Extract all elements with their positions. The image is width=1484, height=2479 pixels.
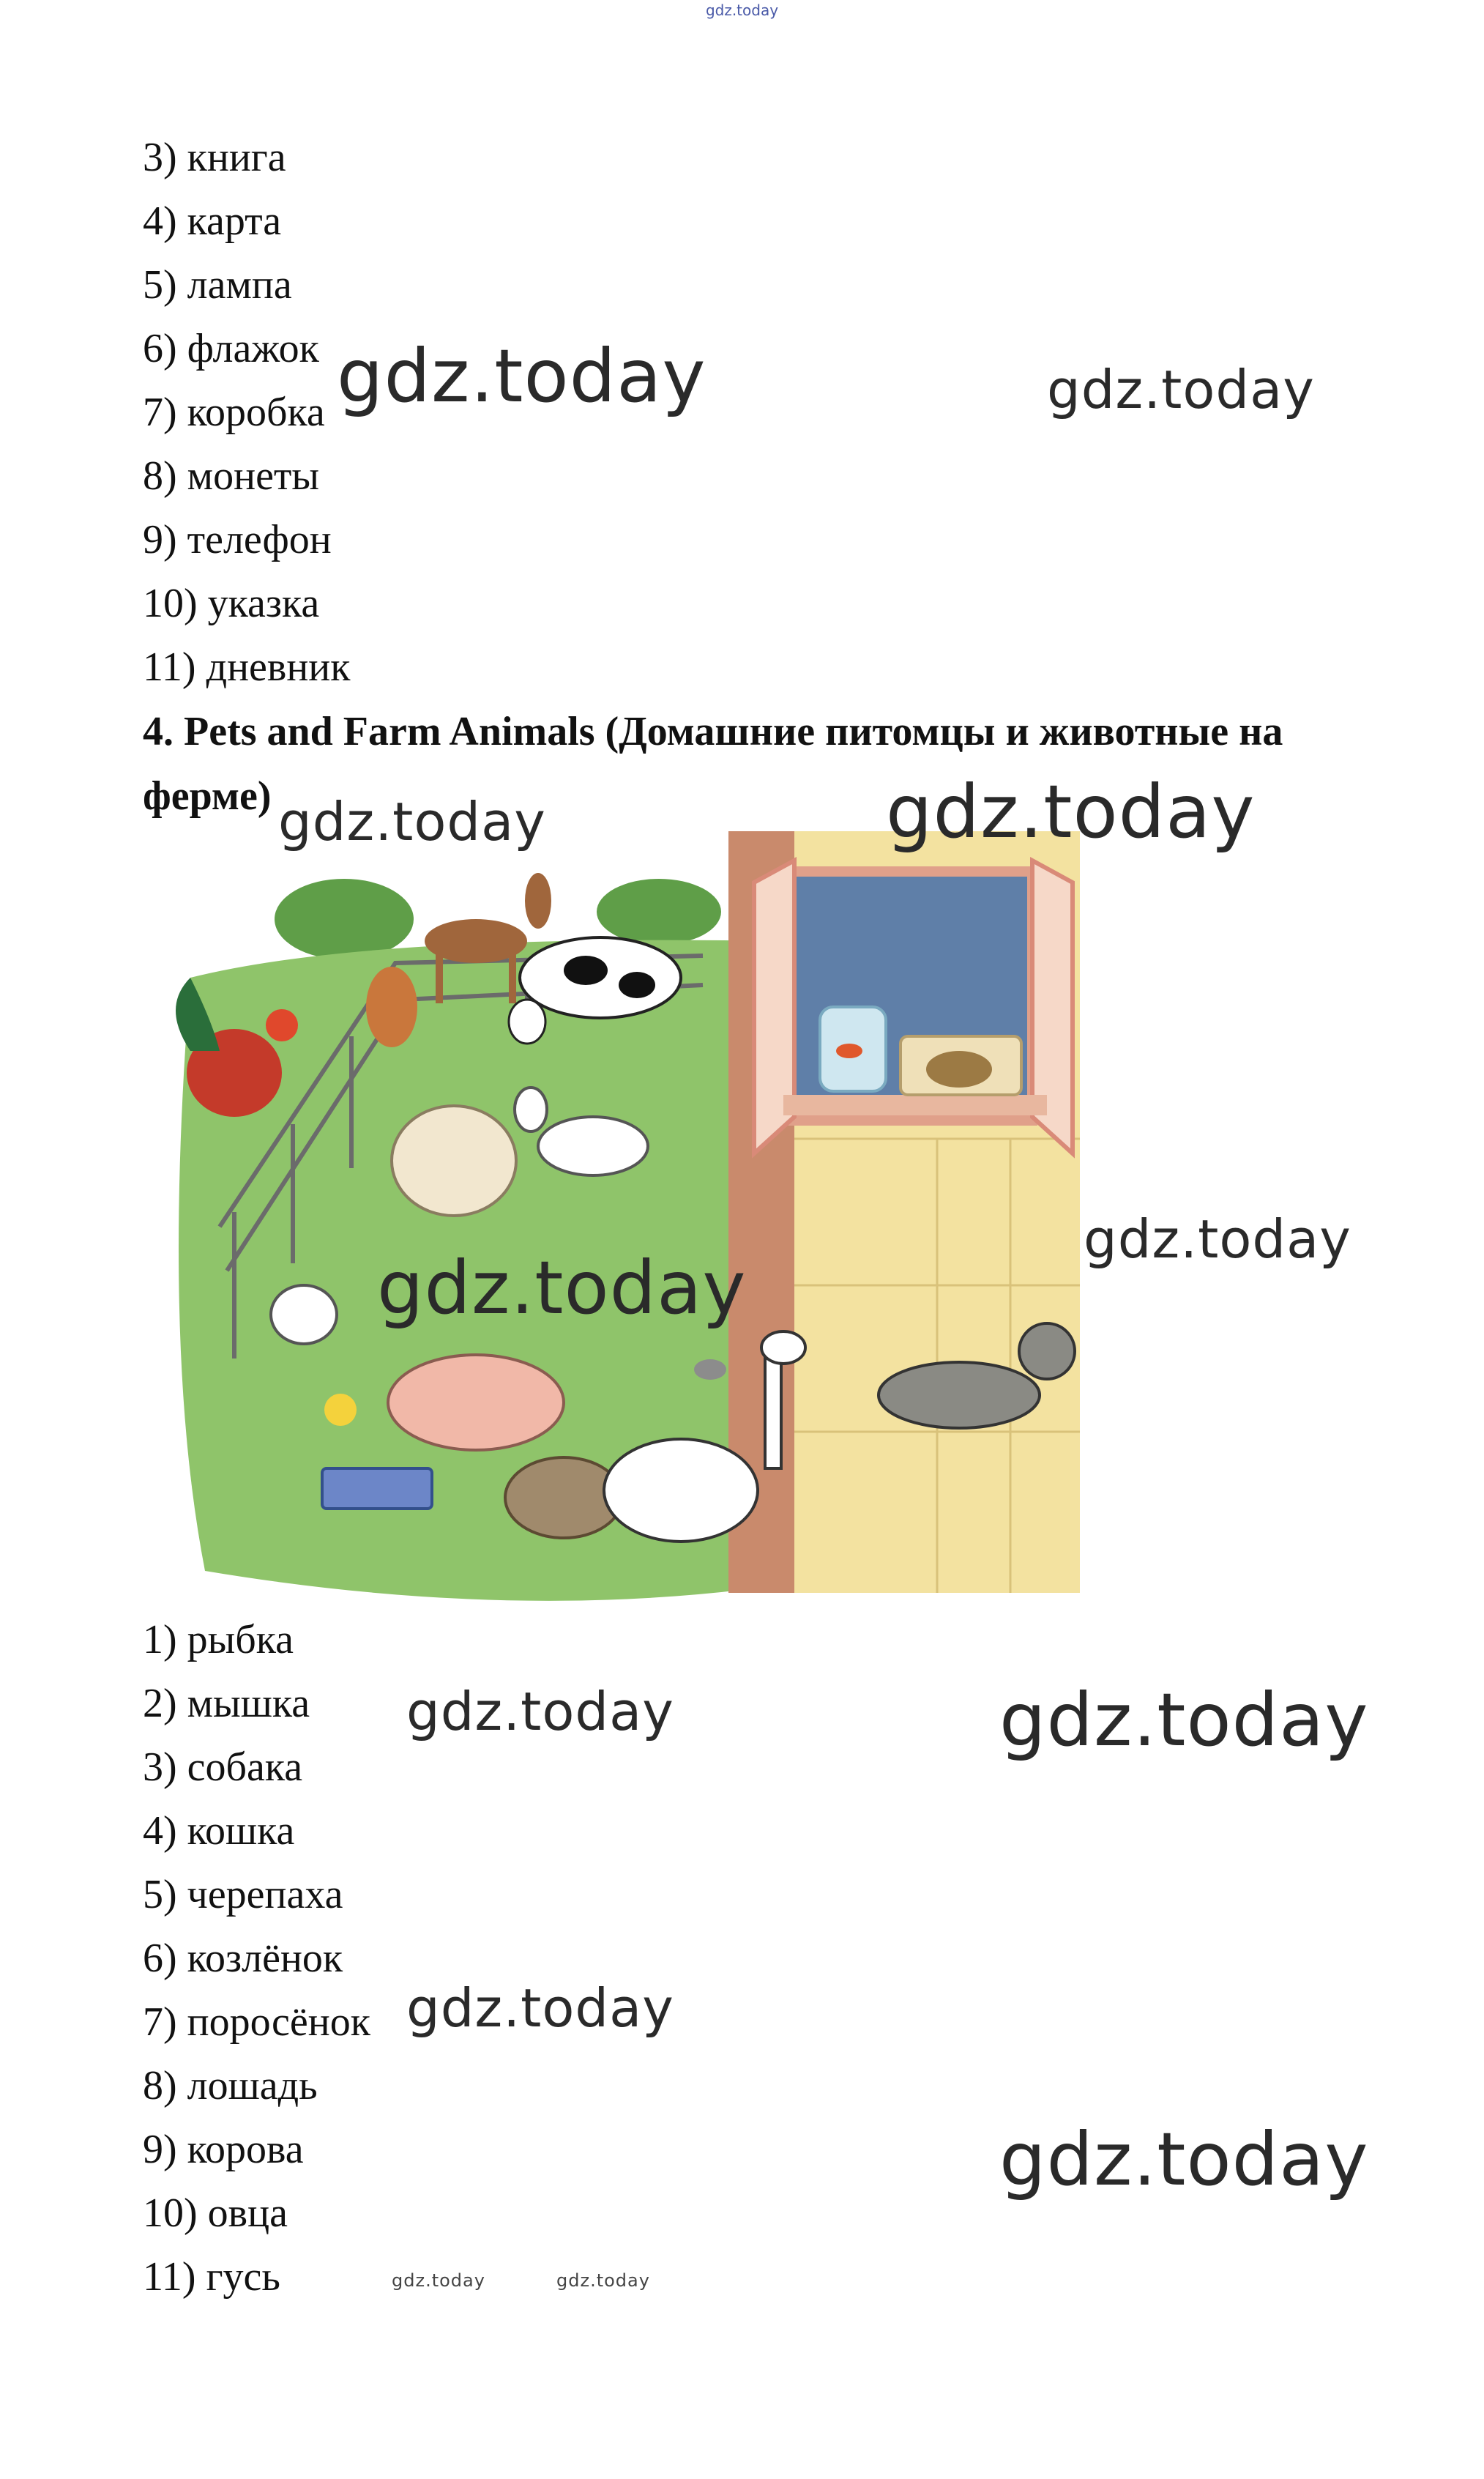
watermark: gdz.today (392, 2270, 485, 2291)
item-number: 3) (143, 135, 177, 180)
watermark: gdz.today (278, 791, 546, 852)
watermark: gdz.today (1084, 1208, 1351, 1270)
item-word: собака (187, 1744, 303, 1790)
mouse-icon (694, 1359, 726, 1380)
turtle-icon (926, 1051, 992, 1088)
item-number: 10) (143, 2190, 198, 2236)
list-item (143, 2182, 370, 2245)
list-item (143, 2245, 370, 2309)
list-item (143, 317, 350, 381)
item-word: овца (207, 2190, 288, 2236)
item-number: 9) (143, 2127, 177, 2172)
list-item (143, 381, 350, 445)
item-number: 4) (143, 198, 177, 244)
item-number: 6) (143, 326, 177, 371)
list-item (143, 253, 350, 317)
list-item (143, 508, 350, 572)
item-number: 8) (143, 453, 177, 499)
item-number: 6) (143, 1936, 177, 1981)
item-number: 5) (143, 262, 177, 308)
item-number: 10) (143, 581, 198, 626)
vocabulary-list-top (143, 126, 350, 699)
item-word: указка (207, 581, 320, 626)
tree-icon (275, 879, 414, 959)
watermark: gdz.today (377, 1245, 747, 1331)
section-heading: 4. Pets and Farm Animals (Домашние питомцы и животные на ферме) (143, 709, 1283, 819)
item-word: дневник (206, 644, 351, 690)
watermark: gdz.today (337, 333, 706, 419)
item-word: коробка (187, 390, 325, 435)
item-number: 2) (143, 1681, 177, 1726)
item-number: 3) (143, 1744, 177, 1790)
item-number: 7) (143, 390, 177, 435)
list-item (143, 2054, 370, 2118)
list-item (143, 1799, 370, 1863)
item-number: 4) (143, 1808, 177, 1854)
watermark: gdz.today (999, 1677, 1369, 1763)
list-item (143, 636, 350, 699)
list-item (143, 1736, 370, 1799)
watermark: gdz.today (406, 1681, 674, 1742)
item-word: лошадь (187, 2063, 318, 2108)
item-number: 9) (143, 517, 177, 562)
window (754, 861, 1073, 1153)
list-item (143, 1863, 370, 1927)
list-item (143, 1608, 370, 1672)
item-number: 5) (143, 1872, 177, 1917)
farm-illustration (146, 831, 1091, 1615)
feed-tray (322, 1468, 432, 1509)
sheep-icon (392, 1106, 516, 1216)
hen-icon (271, 1285, 337, 1344)
watermark: gdz.today (406, 1977, 674, 2039)
vocabulary-list-bottom (143, 1608, 370, 2309)
list-item (143, 126, 350, 190)
list-item (143, 2118, 370, 2182)
item-word: флажок (187, 326, 319, 371)
list-item (143, 1927, 370, 1991)
dog-icon (366, 967, 417, 1047)
item-number: 7) (143, 1999, 177, 2045)
watermark: gdz.today (886, 769, 1256, 855)
item-word: мышка (187, 1681, 310, 1726)
item-word: книга (187, 135, 286, 180)
list-item (143, 1672, 370, 1736)
item-word: черепаха (187, 1872, 343, 1917)
item-word: козлёнок (187, 1936, 343, 1981)
item-word: монеты (187, 453, 320, 499)
item-number: 1) (143, 1617, 177, 1662)
item-word: карта (187, 198, 282, 244)
item-word: гусь (206, 2254, 280, 2300)
chick-icon (324, 1394, 357, 1426)
item-word: корова (187, 2127, 304, 2172)
watermark: gdz.today (556, 2270, 650, 2291)
watermark: gdz.today (999, 2116, 1369, 2202)
list-item (143, 190, 350, 253)
item-number: 11) (143, 2254, 196, 2300)
site-mark: gdz.today (705, 1, 779, 19)
list-item (143, 445, 350, 508)
item-number: 8) (143, 2063, 177, 2108)
fish-icon (836, 1044, 862, 1058)
tree-icon (597, 879, 721, 945)
item-word: кошка (187, 1808, 295, 1854)
item-word: рыбка (187, 1617, 294, 1662)
item-word: лампа (187, 262, 292, 308)
pig-icon (388, 1355, 564, 1450)
item-word: поросёнок (187, 1999, 370, 2045)
item-word: телефон (187, 517, 332, 562)
watermark: gdz.today (1047, 359, 1315, 420)
item-number: 11) (143, 644, 196, 690)
list-item (143, 572, 350, 636)
list-item (143, 1991, 370, 2054)
